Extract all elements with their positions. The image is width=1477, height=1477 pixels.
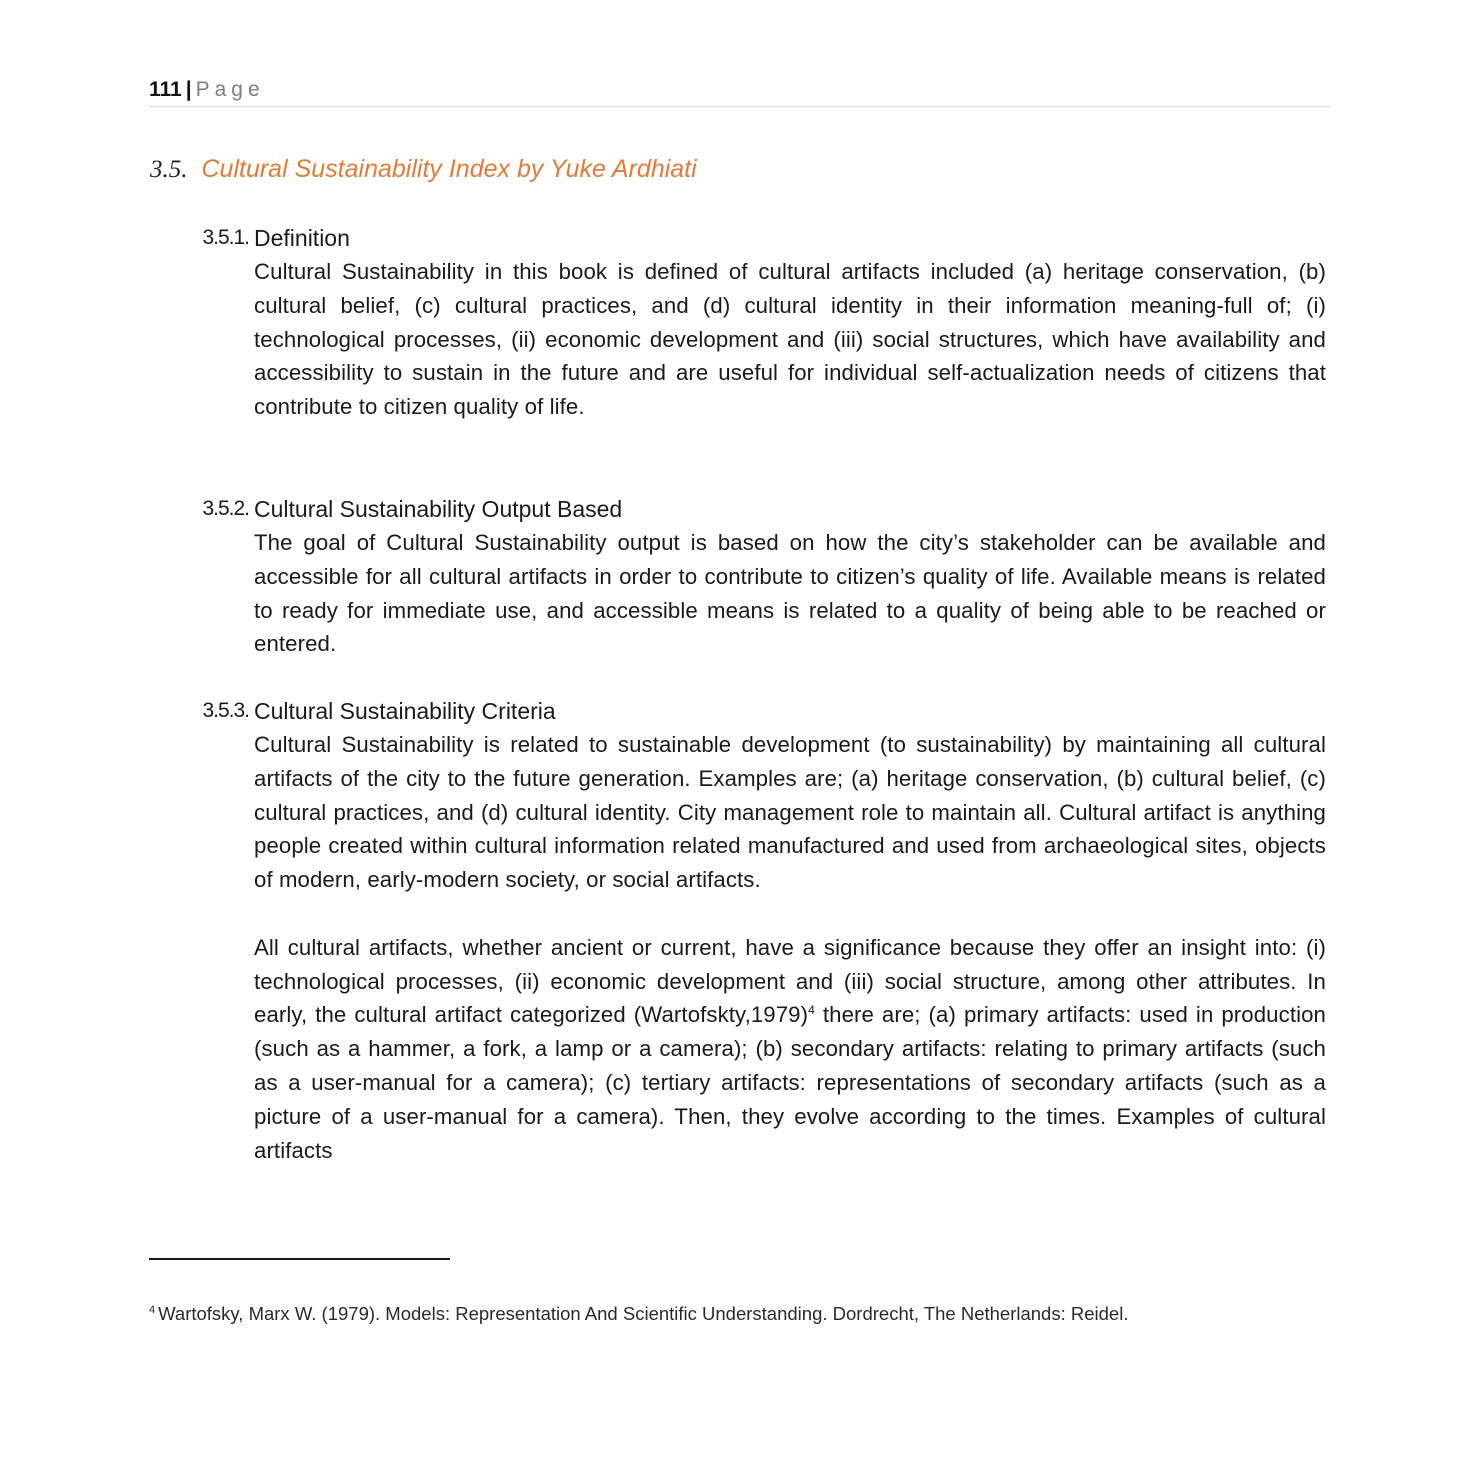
- subsection-number: 3.5.1.: [202, 226, 249, 249]
- subsection-number: 3.5.3.: [202, 699, 249, 722]
- page-header: [149, 76, 1330, 107]
- subsection-output-based: [0, 492, 1477, 661]
- subsection-title: Cultural Sustainability Output Based: [254, 496, 623, 522]
- paragraph: Cultural Sustainability is related to sustainable development (to sustainability) by maintaining all cultural artifacts of the city to the future generation. Examples are; (a) heritage conservation, (b) cultural belief, (c) cultural practices, and (d) cultural identity. City management role to maintain all. Cultural artifact is anything people created within cultural information related manufactured and used from archaeological sites, objects of modern, early-modern society, or social artifacts.: [254, 732, 1326, 893]
- section-heading: [150, 152, 697, 187]
- footnote-marker: 4: [149, 1304, 156, 1316]
- subsection-heading: [0, 694, 1477, 728]
- section-title: Cultural Sustainability Index by Yuke Ardhiati: [201, 155, 697, 183]
- subsection-number: 3.5.2.: [202, 497, 249, 520]
- paragraph-text: All cultural artifacts, whether ancient or current, have a significance because they offer an insight into: (i) technological processes, (ii) economic development and (iii) social structure, among other attributes. In early, the cultural artifact categorized (Wartofskty,1979): [254, 934, 1326, 1028]
- subsection-definition: [0, 221, 1477, 424]
- subsection-title: Definition: [254, 225, 350, 251]
- section-number: 3.5.: [150, 156, 188, 183]
- page-number: 111: [149, 78, 182, 101]
- page-separator: |: [185, 78, 192, 101]
- paragraph-text: there are; (a) primary artifacts: used in production (such as a hammer, a fork, a lamp or a camera); (b) secondary artifacts: relating to primary artifacts (such as a user-manual for a camera); (c) tertiary artifacts: representations of secondary artifacts (such as a picture of a user-manual for a camera). Then, they evolve according to the times. Examples of cultural artifacts: [254, 1002, 1326, 1163]
- footnote: [149, 1302, 1128, 1326]
- subsection-heading: [0, 492, 1477, 526]
- paragraph: The goal of Cultural Sustainability output is based on how the city’s stakeholder can be available and accessible for all cultural artifacts in order to contribute to citizen’s quality of life. Available means is related to ready for immediate use, and accessible means is related to a quality of being able to be reached or entered.: [254, 530, 1326, 657]
- paragraph: Cultural Sustainability in this book is defined of cultural artifacts included (a) heritage conservation, (b) cultural belief, (c) cultural practices, and (d) cultural identity in their information meaning-full of; (i) technological processes, (ii) economic development and (iii) social structures, which have availability and accessibility to sustain in the future and are useful for individual self-actualization needs of citizens that contribute to citizen quality of life.: [254, 259, 1326, 420]
- subsection-heading: [0, 221, 1477, 255]
- footnote-divider: [149, 1258, 450, 1260]
- subsection-criteria: [0, 694, 1477, 1167]
- footnote-reference[interactable]: 4: [808, 1003, 815, 1018]
- page-label: Page: [195, 78, 265, 101]
- paragraph-with-footnote: [254, 931, 1326, 1168]
- subsection-title: Cultural Sustainability Criteria: [254, 698, 556, 724]
- footnote-text: Wartofsky, Marx W. (1979). Models: Representation And Scientific Understanding. Dordrecht, The Netherlands: Reidel.: [158, 1303, 1129, 1324]
